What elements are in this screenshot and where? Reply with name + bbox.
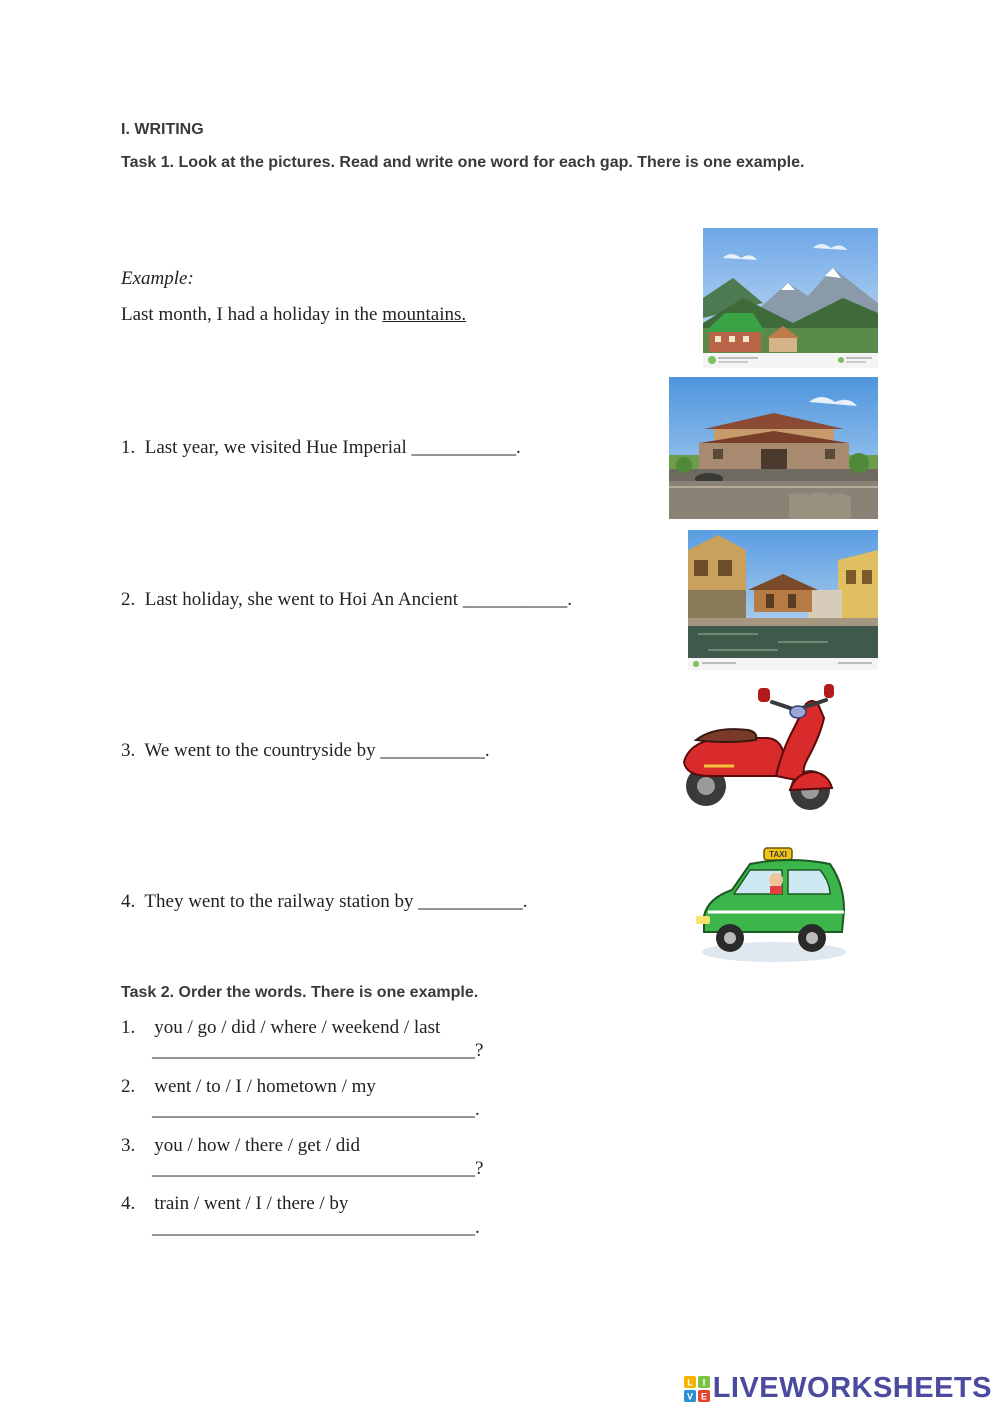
item-number: 3. [121,1135,136,1156]
item-number: 3. [121,740,136,761]
item-text: Last year, we visited Hue Imperial ___________. [144,437,521,458]
item-words: you / go / did / where / weekend / last [154,1017,441,1038]
item-text: Last holiday, she went to Hoi An Ancient ___________. [144,589,573,610]
item-number: 1. [121,1017,136,1038]
badge-letter: I [702,1377,705,1387]
item-text: They went to the railway station by ___________. [144,891,528,912]
badge-letter: E [700,1391,707,1401]
badge-letter: L [686,1377,693,1387]
badge-letter: V [686,1391,693,1401]
taxi-sign-text: TAXI [769,850,787,859]
example-sentence-prefix: Last month, I had a holiday in the [121,304,383,325]
task1-item-2 [121,589,572,611]
task2-item-1-answer-line[interactable]: __________________________________? [152,1040,484,1061]
mountain-village-photo [703,228,878,368]
example-answer: mountains. [382,304,467,325]
task1-item-3 [121,740,490,762]
liveworksheets-logo [684,1372,992,1405]
item-number: 2. [121,589,136,610]
example-sentence [121,304,466,326]
example-label: Example: [121,268,194,289]
item-number: 2. [121,1076,136,1097]
liveworksheets-wordmark: LIVEWORKSHEETS [712,1372,992,1404]
item-text: We went to the countryside by ___________. [144,740,490,761]
task2-item-2-answer-line[interactable]: __________________________________. [152,1099,480,1120]
green-taxi-drawing [690,842,852,970]
task2-item-4-words [121,1193,348,1215]
task2-item-3-answer-line[interactable]: __________________________________? [152,1158,484,1179]
task2-item-1-words [121,1017,440,1039]
task2-item-3-words [121,1135,360,1157]
item-number: 1. [121,437,136,458]
hue-imperial-citadel-photo [669,377,878,519]
task2-title: Task 2. Order the words. There is one example. [121,984,479,1001]
task1-item-4 [121,891,528,913]
task2-item-2-words [121,1076,376,1098]
hoi-an-ancient-town-photo [688,530,878,670]
item-number: 4. [121,891,136,912]
liveworksheets-badge-icon [684,1376,710,1402]
task1-title: Task 1. Look at the pictures. Read and write one word for each gap. There is one example. [121,154,805,171]
item-number: 4. [121,1193,136,1214]
task2-item-4-answer-line[interactable]: __________________________________. [152,1217,480,1238]
section-title: I. WRITING [121,121,204,138]
red-motorbike-drawing [676,682,838,820]
task1-item-1 [121,437,521,459]
item-words: train / went / I / there / by [154,1193,349,1214]
item-words: went / to / I / hometown / my [154,1076,376,1097]
item-words: you / how / there / get / did [154,1135,361,1156]
